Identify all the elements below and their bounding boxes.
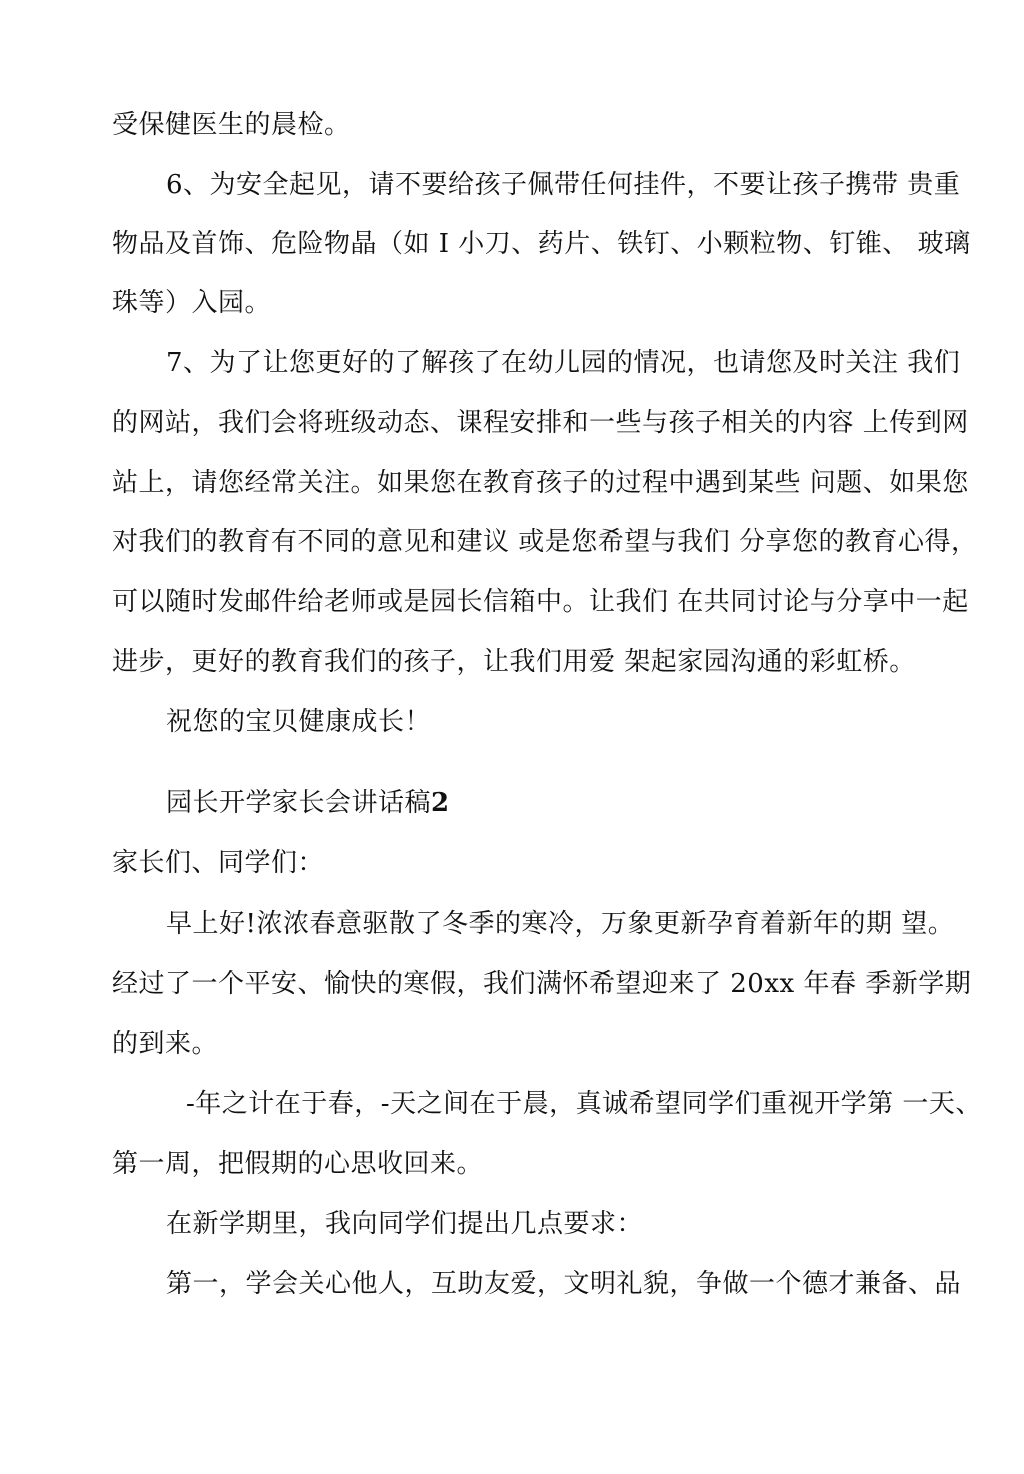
salutation: 家长们、同学们： — [112, 848, 325, 878]
text-line: 受保健医生的晨检。 — [112, 110, 351, 140]
text-line: -年之计在于春，-天之间在于晨，真诚希望同学们重视开学第 一天、 — [186, 1089, 982, 1119]
text-line: 第一，学会关心他人，互助友爱，文明礼貌，争做一个德才兼备、品 — [166, 1269, 962, 1299]
text-line: 早上好!浓浓春意驱散了冬季的寒冷，万象更新孕育着新年的期 望。 — [166, 909, 955, 939]
text-line: 第一周，把假期的心思收回来。 — [112, 1149, 484, 1179]
text-line: 珠等）入园。 — [112, 288, 272, 318]
text-line: 的网站，我们会将班级动态、课程安排和一些与孩子相关的内容 上传到网 — [112, 408, 969, 438]
heading-number: 2 — [431, 788, 450, 818]
text-line: 可以随时发邮件给老师或是园长信箱中。让我们 在共同讨论与分享中一起 — [112, 587, 969, 617]
text-line: 7、为了让您更好的了解孩了在幼儿园的情况，也请您及时关注 我们 — [166, 348, 961, 378]
text-line: 进步，更好的教育我们的孩子，让我们用爱 架起家园沟通的彩虹桥。 — [112, 647, 916, 677]
text-line: 站上，请您经常关注。如果您在教育孩子的过程中遇到某些 问题、如果您 — [112, 468, 969, 498]
text-line: 对我们的教育有不同的意见和建议 或是您希望与我们 分享您的教育心得， — [112, 527, 978, 557]
section-heading — [166, 786, 926, 820]
heading-text: 园长开学家长会讲话稿 — [166, 788, 432, 818]
text-line: 的到来。 — [112, 1029, 219, 1059]
text-line: 祝您的宝贝健康成长！ — [166, 707, 432, 737]
text-line: 6、为安全起见，请不要给孩子佩带任何挂件，不要让孩子携带 贵重 — [166, 170, 961, 200]
text-line: 物品及首饰、危险物晶（如 I 小刀、药片、铁钉、小颗粒物、钉锥、 玻璃 — [112, 229, 971, 259]
text-line: 经过了一个平安、愉快的寒假，我们满怀希望迎来了 20xx 年春 季新学期 — [112, 969, 972, 999]
text-line: 在新学期里，我向同学们提出几点要求： — [166, 1209, 644, 1239]
